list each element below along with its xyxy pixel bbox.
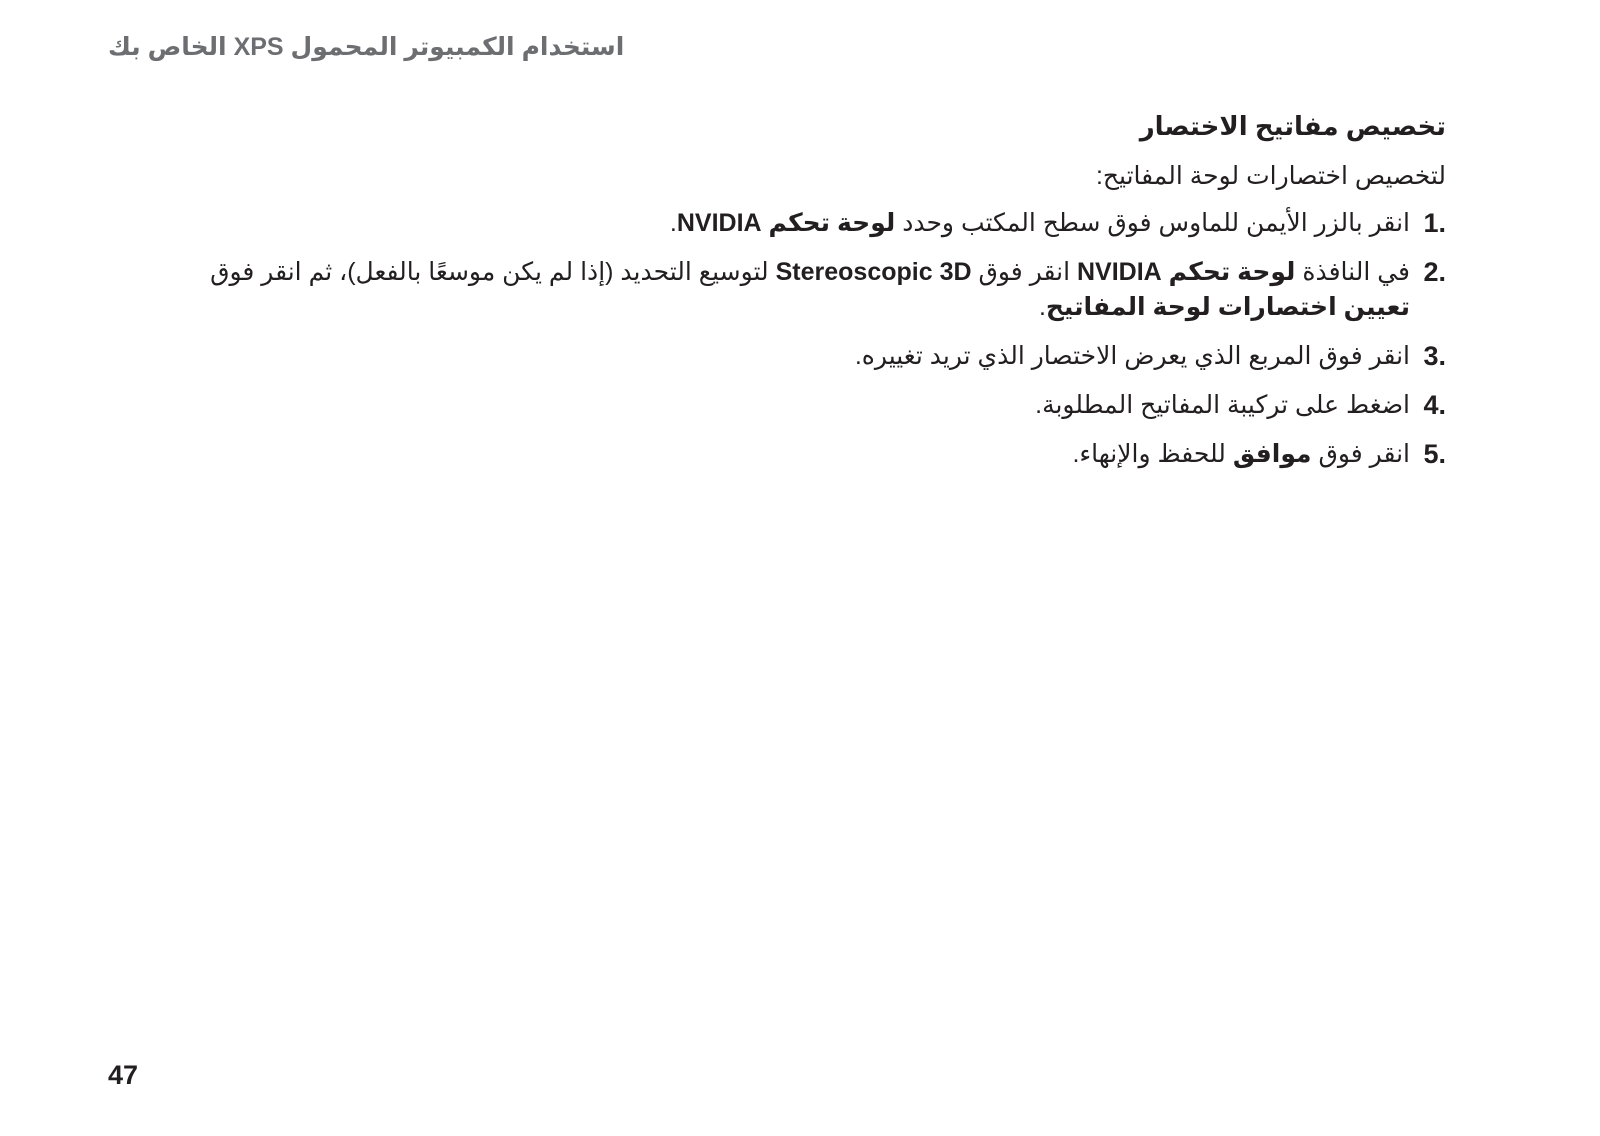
intro-text: لتخصيص اختصارات لوحة المفاتيح: <box>1095 162 1446 190</box>
step-text: . <box>669 209 677 237</box>
step-number: 2. <box>1423 257 1446 287</box>
step-text: لتوسيع التحديد (إذا لم يكن موسعًا بالفعل)، ثم انقر فوق <box>210 258 776 286</box>
step-2 <box>196 255 1446 325</box>
step-text: . <box>1038 293 1046 321</box>
ui-term-stereoscopic-3d: Stereoscopic 3D <box>775 258 972 286</box>
steps-list <box>196 206 1446 472</box>
step-number: 5. <box>1423 439 1446 469</box>
section-heading: تخصيص مفاتيح الاختصار <box>1139 111 1446 141</box>
ui-term-ok: موافق <box>1232 440 1312 468</box>
step-text: اضغط على تركيبة المفاتيح المطلوبة. <box>1035 391 1410 419</box>
ui-term-nvidia-control-panel: لوحة تحكم NVIDIA <box>1077 258 1296 286</box>
step-text: للحفظ والإنهاء. <box>1072 440 1233 468</box>
step-text: في النافذة <box>1295 258 1410 286</box>
step-1 <box>196 206 1446 241</box>
step-number: 1. <box>1423 208 1446 238</box>
step-text: انقر فوق <box>1311 440 1410 468</box>
content-section <box>196 108 1446 486</box>
running-header: استخدام الكمبيوتر المحمول XPS الخاص بك <box>108 33 625 61</box>
step-5 <box>196 437 1446 472</box>
step-text: انقر فوق المربع الذي يعرض الاختصار الذي تريد تغييره. <box>854 342 1410 370</box>
page-number: 47 <box>108 1060 139 1090</box>
step-3 <box>196 339 1446 374</box>
ui-term-nvidia-control-panel: لوحة تحكم NVIDIA <box>676 209 896 237</box>
step-number: 3. <box>1423 341 1446 371</box>
ui-term-set-keyboard-shortcuts: تعيين اختصارات لوحة المفاتيح <box>1045 293 1410 321</box>
step-text: انقر فوق <box>971 258 1077 286</box>
step-number: 4. <box>1423 390 1446 420</box>
step-text: انقر بالزر الأيمن للماوس فوق سطح المكتب وحدد <box>895 209 1410 237</box>
step-4 <box>196 388 1446 423</box>
